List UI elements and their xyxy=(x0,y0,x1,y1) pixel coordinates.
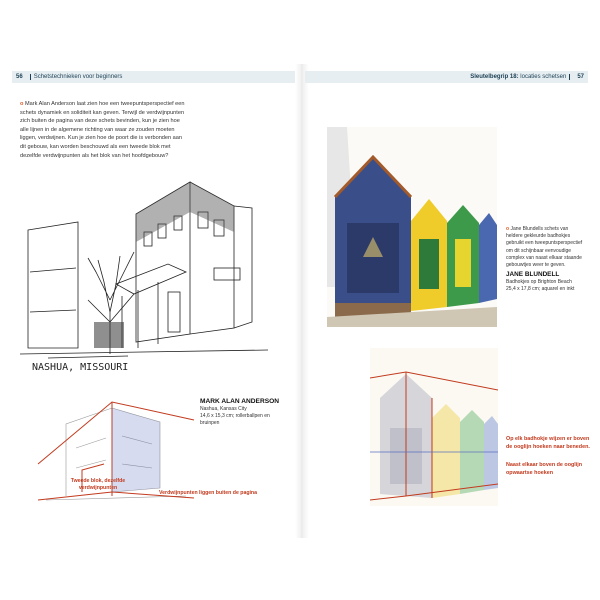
header-divider xyxy=(569,74,570,80)
right-page-header xyxy=(305,71,588,83)
note-upward-corners: Naast elkaar boven de ooglijn opwaartse hoeken xyxy=(506,462,583,476)
left-page-title: Schetstechnieken voor beginners xyxy=(33,74,123,80)
painter-name: JANE BLUNDELL xyxy=(506,271,560,279)
gutter-shadow xyxy=(295,64,309,538)
painting-caption-text: Jane Blundells schets van heldere gekleurde badhokjes gebruikt een tweepuntsperspectief om dit schijnbaar eenvoudige complex van naast elkaar staande gebouwtjes weer te geven. xyxy=(506,226,583,269)
intro-paragraph xyxy=(20,100,188,160)
beach-huts-perspective-overlay xyxy=(370,348,498,506)
header-divider xyxy=(30,74,31,80)
bullet-icon: o xyxy=(20,101,24,107)
left-page-header xyxy=(12,71,295,83)
sketch-place: Nashua, Kansas City xyxy=(200,406,247,412)
right-title-rest: locaties schetsen xyxy=(520,74,567,80)
intro-text: Mark Alan Anderson laat zien hoe een tweepuntsperspectief een schets dynamiek en soliditeit kan geven. Terwijl de verdwijnpunten zich buiten de pagina van deze schets bevinden, kun je zien hoe alle lijnen in de algemene richting van waar ze zouden moeten liggen, verdwijnen. Kun je zien hoe de poort die is verbonden aan dit gebouw, kan worden beschouwd als een tweede blok met dezelfde verdwijnpunten als het blok van het hoofdgebouw? xyxy=(20,101,185,159)
right-page-number: 57 xyxy=(577,74,584,80)
left-page-number: 56 xyxy=(16,74,23,80)
vanishing-points-label: Verdwijnpunten liggen buiten de pagina xyxy=(159,490,257,496)
painting-details: 25,4 x 17,8 cm; aquarel en inkt xyxy=(506,286,575,293)
beach-huts-painting xyxy=(327,127,497,327)
sketch-label: NASHUA, MISSOURI xyxy=(32,362,129,373)
nashua-building-sketch xyxy=(18,172,276,384)
sketch-caption xyxy=(200,398,290,427)
painting-caption xyxy=(506,226,584,294)
right-title-bold: Sleutelbegrip 18: xyxy=(470,74,519,80)
sketch-details: 14,6 x 15,3 cm; rollerballpen en bruinpen xyxy=(200,413,270,426)
bullet-icon: o xyxy=(506,226,510,232)
second-block-label: Tweede blok, dezelfde verdwijnpunten xyxy=(70,478,126,491)
note-downward-corners: Op elk badhokje wijzen er boven de ooglijn hoeken naar beneden. xyxy=(506,436,590,450)
painting-title: Badhokjes op Brighton Beach xyxy=(506,279,572,286)
artist-name: MARK ALAN ANDERSON xyxy=(200,398,279,405)
